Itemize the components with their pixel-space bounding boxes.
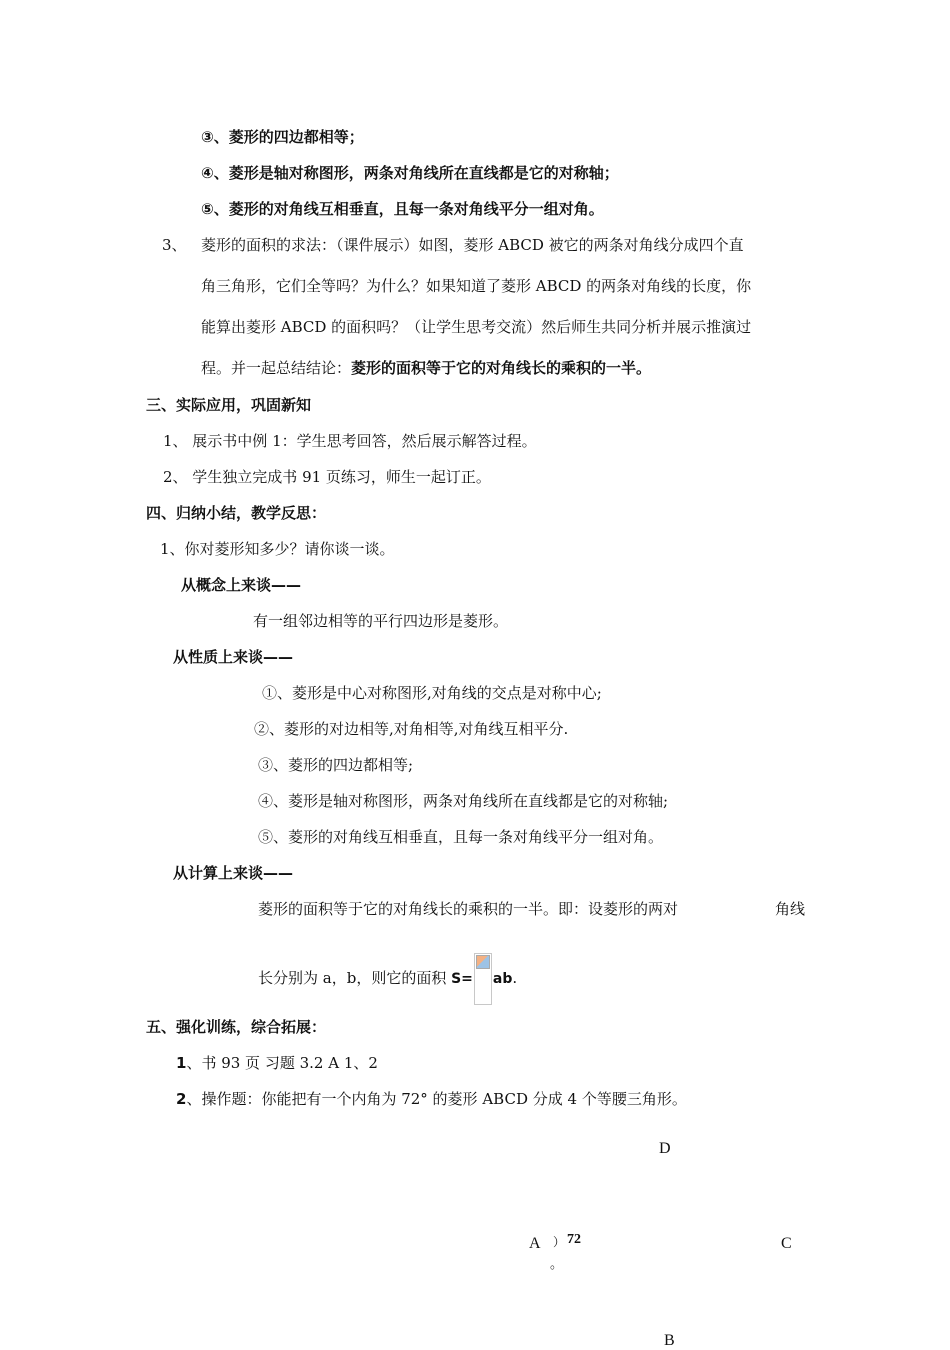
fraction-image-icon (474, 953, 492, 1005)
calculation-heading: 从计算上来谈—— (173, 864, 294, 882)
vertex-label-a: A (529, 1235, 541, 1252)
summary-property-5: ⑤、菱形的对角线互相垂直，且每一条对角线平分一组对角。 (258, 828, 664, 846)
angle-degree-mark: 。 (550, 1256, 564, 1271)
property-5-bold: ⑤、菱形的对角线互相垂直，且每一条对角线平分一组对角。 (201, 200, 604, 218)
property-3-bold: ③、菱形的四边都相等； (201, 128, 364, 146)
vertex-label-c: C (781, 1235, 792, 1252)
section-5-item-2-number: 2 (176, 1090, 187, 1108)
section-3-item-1: 1、 展示书中例 1：学生思考回答，然后展示解答过程。 (163, 432, 537, 450)
vertex-label-b: B (664, 1332, 675, 1349)
calculation-line-2 (258, 953, 517, 1003)
area-formula-s: S= (451, 971, 473, 987)
section-5-item-1-text: 、书 93 页 习题 3.2 A 1、2 (186, 1054, 378, 1072)
area-conclusion: 菱形的面积等于它的对角线长的乘积的一半。 (351, 359, 652, 377)
summary-property-3: ③、菱形的四边都相等; (258, 756, 414, 774)
area-line-2: 角三角形，它们全等吗？为什么？如果知道了菱形 ABCD 的两条对角线的长度，你 (201, 277, 752, 295)
section-5-item-2 (176, 1089, 687, 1109)
concept-text: 有一组邻边相等的平行四边形是菱形。 (253, 612, 509, 630)
property-heading: 从性质上来谈—— (173, 648, 294, 666)
vertex-label-d: D (659, 1140, 671, 1157)
area-formula-ab: ab (492, 971, 513, 987)
angle-paren: ） (553, 1235, 566, 1249)
section-5-item-2-text: 、操作题：你能把有一个内角为 72° 的菱形 ABCD 分成 4 个等腰三角形。 (186, 1090, 687, 1108)
concept-heading: 从概念上来谈—— (181, 576, 302, 594)
section-3-heading: 三、实际应用，巩固新知 (146, 396, 312, 414)
section-5-item-1-number: 1 (176, 1054, 187, 1072)
summary-property-1: ①、菱形是中心对称图形,对角线的交点是对称中心; (262, 684, 602, 702)
section-5-item-1 (176, 1053, 378, 1073)
area-line-1: 菱形的面积的求法：（课件展示）如图，菱形 ABCD 被它的两条对角线分成四个直 (201, 236, 744, 254)
summary-property-4: ④、菱形是轴对称图形，两条对角线所在直线都是它的对称轴; (258, 792, 669, 810)
calculation-line-2-text: 长分别为 a，b，则它的面积 (258, 969, 452, 987)
section-4-heading: 四、归纳小结，教学反思： (146, 504, 327, 522)
area-item-number: 3、 (162, 236, 187, 254)
section-3-item-2: 2、 学生独立完成书 91 页练习，师生一起订正。 (163, 468, 491, 486)
summary-question: 1、你对菱形知多少？请你谈一谈。 (160, 540, 395, 558)
summary-property-2: ②、菱形的对边相等,对角相等,对角线互相平分. (254, 720, 569, 738)
area-line-4-text: 程。并一起总结结论： (201, 359, 352, 377)
property-4-bold: ④、菱形是轴对称图形，两条对角线所在直线都是它的对称轴； (201, 164, 619, 182)
area-line-4 (201, 358, 651, 378)
area-line-3: 能算出菱形 ABCD 的面积吗？（让学生思考交流）然后师生共同分析并展示推演过 (201, 318, 752, 336)
angle-value: 72 (567, 1232, 581, 1247)
calculation-line-1-end: 角线 (775, 900, 806, 918)
calculation-line-1: 菱形的面积等于它的对角线长的乘积的一半。即：设菱形的两对 (258, 900, 679, 918)
section-5-heading: 五、强化训练，综合拓展： (146, 1018, 327, 1036)
area-formula-period: . (512, 969, 518, 987)
